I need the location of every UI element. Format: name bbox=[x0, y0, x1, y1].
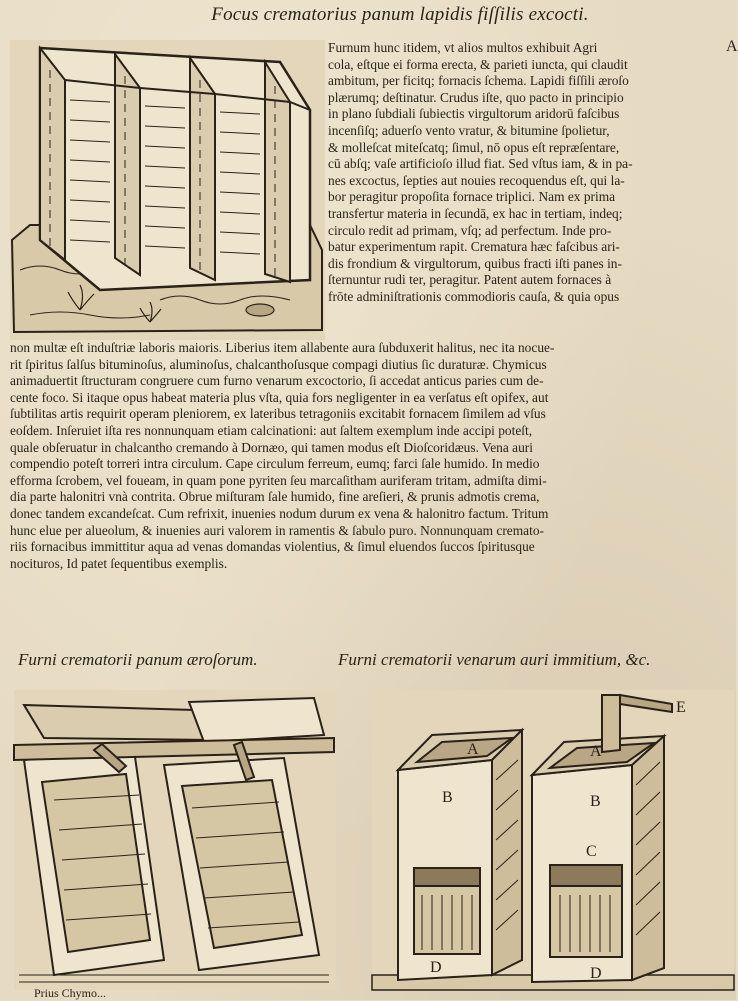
label-b-left: B bbox=[442, 789, 453, 806]
text-line: incenſiſq; aduerſo vento vratur, & bitumine ſpolietur, bbox=[328, 122, 610, 138]
label-d-right: D bbox=[590, 965, 602, 982]
label-a-left: A bbox=[467, 741, 479, 758]
text-line: circulo redit ad primam, vſq; ad perfectum. Inde pro- bbox=[328, 222, 612, 238]
text-line: cū abſq; vaſe artificioſo illud fiat. Sed vſtus iam, & in pa- bbox=[328, 156, 633, 172]
caption-left: Furni crematorii panum æroſorum. bbox=[18, 650, 258, 669]
label-d-left: D bbox=[430, 959, 442, 976]
margin-mark: A bbox=[726, 38, 738, 55]
text-line: riis fornacibus immittitur aqua ad venas domandas violentius, & ſimul eluendos ſuccos ſpiritusque bbox=[10, 539, 535, 555]
text-line: eoſdem. Inſeruiet iſta res nonnunquam etiam calcinationi: aut ſaltem exemplum inde accipi poteſt, bbox=[10, 422, 533, 438]
text-line: hunc elue per alueolum, & inuenies auri valorem in ramentis & ſabulo puro. Nonnunquam cremato- bbox=[10, 522, 544, 538]
trough-furnace-woodcut bbox=[14, 690, 336, 990]
caption-right: Furni crematorii venarum auri immitium, &c. bbox=[338, 650, 651, 669]
text-line: cola, eſtque ei forma erecta, & parieti iuncta, qui claudit bbox=[328, 56, 628, 72]
text-line: compendio poteſt torreri intra circulum. Cape circulum ferreum, eumq; farci ſale humido. In medio bbox=[10, 456, 540, 472]
paragraph-right bbox=[328, 40, 726, 306]
text-line: cente foco. Si itaque opus habeat materia plus vſta, quia fors negligenter in ea verſatus eſt opifex, aut bbox=[10, 389, 549, 405]
text-line: Furnum hunc itidem, vt alios multos exhibuit Agri bbox=[328, 40, 598, 55]
text-line: animaduertit ſtructuram congruere cum furno venarum excoctorio, ſi accedat anticus paries cum de- bbox=[10, 373, 544, 389]
text-line: dis frondium & virgultorum, quibus fracti iſti panes in- bbox=[328, 255, 622, 271]
text-line: ſubtilitas artis requirit operam pleniorem, ex lateribus tetragoniis excitabit fornacem ſimilem ad vſus bbox=[10, 406, 546, 422]
paragraph-full bbox=[10, 340, 722, 572]
text-line: & molleſcat miteſcatq; ſimul, nō opus eſt repræſentare, bbox=[328, 139, 620, 155]
text-line: plærumq; deſtinatur. Crudus iſte, quo pacto in principio bbox=[328, 89, 624, 105]
bottom-note: Prius Chymo... bbox=[34, 986, 107, 1000]
text-line: ambitum, per ficitq; fornacis ſchema. Lapidi fiſſili æroſo bbox=[328, 73, 629, 89]
text-line: in plano ſubdiali ſubiectis virgultorum aridorū faſcibus bbox=[328, 106, 620, 122]
text-line: efforma ſcrobem, vel foueam, in quam pone pyriten ſeu marcaſitham auriferam tritam, admiſta dimi- bbox=[10, 472, 547, 488]
text-line: bor peragitur propoſita fornace triplici. Nam ex prima bbox=[328, 189, 616, 205]
text-line: rit ſpiritus ſalſus bituminoſus, aluminoſus, chalcanthoſusque compagi diutius ſic duraturæ. Chymicus bbox=[10, 356, 547, 372]
label-c: C bbox=[586, 843, 597, 860]
label-a-right: A bbox=[590, 743, 602, 760]
label-e: E bbox=[676, 699, 686, 716]
text-line: transfertur materia in ſecundā, ex hac in tertiam, indeq; bbox=[328, 205, 623, 221]
text-line: frōte adminiſtrationis commodioris cauſa, & quia opus bbox=[328, 288, 620, 304]
text-line: ſternuntur rudi ter, peragitur. Patent autem fornaces à bbox=[328, 272, 612, 288]
tower-furnace-woodcut bbox=[372, 690, 734, 990]
label-b-right: B bbox=[590, 793, 601, 810]
text-line: dia parte halonitri vnà contrita. Obrue miſturam ſale humido, fine areſieri, & prunis admotis crema, bbox=[10, 489, 540, 505]
text-line: donec tandem excandeſcat. Cum refrixit, inuenies nodum durum ex vena & halonitro factum. Tritum bbox=[10, 505, 549, 521]
text-line: non multæ eſt induſtriæ laboris maioris. Liberius item allabente aura ſubduxerit halitus, nec ita nocue- bbox=[10, 340, 555, 355]
text-line: batur experimentum rapit. Crematura hæc faſcibus ari- bbox=[328, 239, 620, 255]
text-line: nocituros, Id patet ſequentibus exemplis. bbox=[10, 555, 228, 571]
text-line: quale obſeruatur in chalcantho cremando à Dornæo, qui tamen modus eſt Dioſcoridæus. Vena auri bbox=[10, 439, 533, 455]
text-line: nes excoctus, ſepties aut nouies recoquendus eſt, qui la- bbox=[328, 172, 625, 188]
page-title: Focus crematorius panum lapidis fiſſilis excocti. bbox=[211, 4, 589, 25]
brick-furnace-woodcut bbox=[10, 40, 325, 340]
